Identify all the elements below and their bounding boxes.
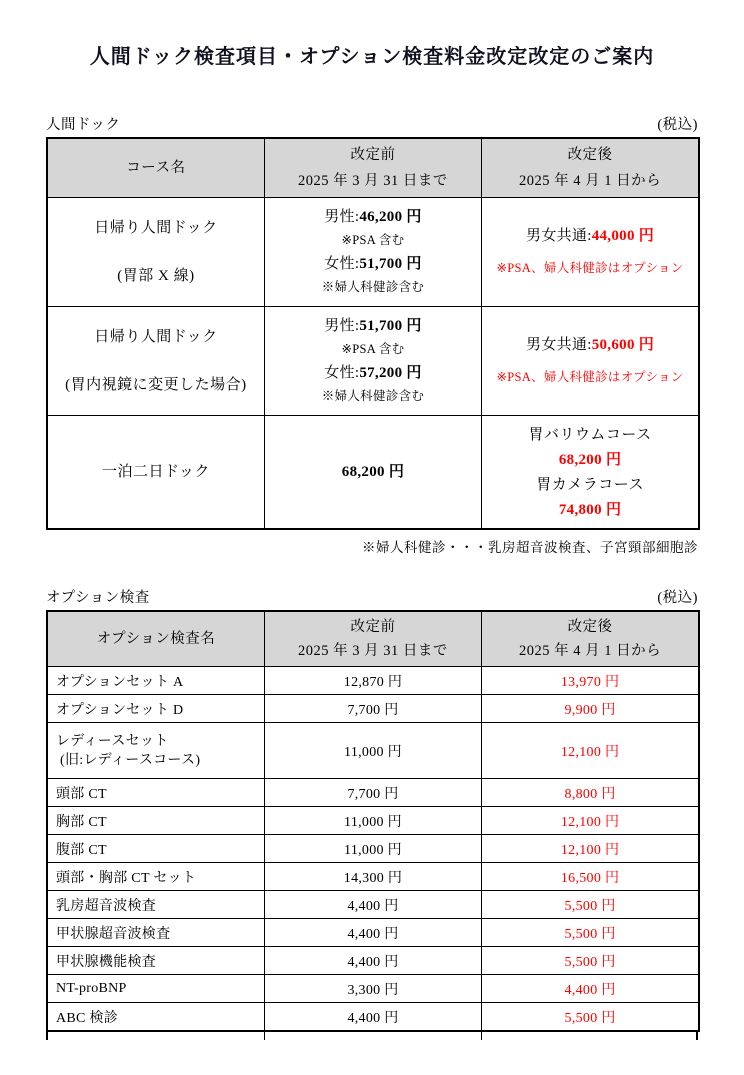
header-after-revision <box>482 138 699 198</box>
price-unisex: 男女共通:50,600 円 <box>526 337 655 353</box>
table-row-day-dock-xray <box>47 198 699 307</box>
page-title: 人間ドック検査項目・オプション検査料金改定改定のご案内 <box>89 46 655 68</box>
header-after-date: 2025 年 4 月 1 日から <box>519 643 662 659</box>
price-before-cell: 4,400 円 <box>264 947 481 975</box>
dock-price-table <box>46 137 700 530</box>
option-row-nt-probnp <box>47 975 699 1003</box>
header-before-date: 2025 年 3 月 31 日まで <box>298 173 448 189</box>
price-male: 男性:51,700 円 <box>324 318 422 334</box>
option-row-abc-screening <box>47 1003 699 1032</box>
header-option-name <box>47 611 264 667</box>
price-before-cell: 11,000 円 <box>264 723 481 779</box>
price-after-cell: 12,100 円 <box>482 835 699 863</box>
price-before-cell: 12,870 円 <box>264 667 481 695</box>
option-row-chest-ct <box>47 807 699 835</box>
option-name-cell: 腹部 CT <box>47 835 264 863</box>
option-note: ※PSA、婦人科健診はオプション <box>496 261 684 275</box>
section-bar-options <box>46 586 698 607</box>
option-row-head-ct <box>47 779 699 807</box>
header-after-revision <box>482 611 699 667</box>
price-after-cell: 13,970 円 <box>482 667 699 695</box>
course-cell <box>47 416 264 530</box>
option-table-header-row <box>47 611 699 667</box>
option-row-head-chest-ct-set <box>47 863 699 891</box>
price-unisex: 男女共通:44,000 円 <box>526 228 655 244</box>
price-female: 女性:57,200 円 <box>324 365 422 381</box>
option-name-cell: 甲状腺機能検査 <box>47 947 264 975</box>
psa-note: ※PSA 含む <box>341 233 405 247</box>
option-name-cell: 頭部 CT <box>47 779 264 807</box>
option-name-cell: NT-proBNP <box>47 975 264 1003</box>
barium-course-price: 68,200 円 <box>558 452 622 468</box>
price-after-cell <box>482 416 699 530</box>
price-after-cell: 12,100 円 <box>482 723 699 779</box>
course-subname: (胃内視鏡に変更した場合) <box>65 377 247 393</box>
table-row-overnight-dock <box>47 416 699 530</box>
option-row-thyroid-function <box>47 947 699 975</box>
option-note: ※PSA、婦人科健診はオプション <box>496 370 684 384</box>
price-male: 男性:46,200 円 <box>324 209 422 225</box>
option-row-ladies-set <box>47 723 699 779</box>
price-before-cell <box>264 198 481 307</box>
price-before: 68,200 円 <box>341 464 405 480</box>
price-after-cell: 4,400 円 <box>482 975 699 1003</box>
section-label-dock: 人間ドック <box>46 117 121 133</box>
header-after-title: 改定後 <box>567 147 613 163</box>
option-name-cell: オプションセット D <box>47 695 264 723</box>
header-course-name-label: コース名 <box>126 160 186 176</box>
table-row-day-dock-endoscope <box>47 307 699 416</box>
tax-included-note-2: (税込) <box>657 590 698 606</box>
price-after-cell: 5,500 円 <box>482 919 699 947</box>
gyn-note: ※婦人科健診含む <box>321 280 425 294</box>
price-after-cell: 5,500 円 <box>482 947 699 975</box>
price-before-cell: 14,300 円 <box>264 863 481 891</box>
price-after-cell: 16,500 円 <box>482 863 699 891</box>
section-bar-dock <box>46 113 698 134</box>
price-before-cell: 7,700 円 <box>264 779 481 807</box>
course-name: 日帰り人間ドック <box>94 329 218 345</box>
price-before-cell: 11,000 円 <box>264 807 481 835</box>
option-name-cell: ABC 検診 <box>47 1003 264 1032</box>
price-before-cell: 4,400 円 <box>264 919 481 947</box>
price-before-cell: 4,400 円 <box>264 1003 481 1032</box>
option-name-cell: オプションセット A <box>47 667 264 695</box>
price-before-cell: 4,400 円 <box>264 891 481 919</box>
price-after-cell <box>482 307 699 416</box>
dock-table-header-row <box>47 138 699 198</box>
gyn-note: ※婦人科健診含む <box>321 389 425 403</box>
option-row-abdomen-ct <box>47 835 699 863</box>
header-before-title: 改定前 <box>350 147 396 163</box>
gyn-definition-footnote: ※婦人科健診・・・乳房超音波検査、子宮頸部細胞診 <box>362 540 698 555</box>
camera-course-label: 胃カメラコース <box>536 477 644 493</box>
header-after-title: 改定後 <box>567 619 613 635</box>
option-name-line2: (旧:レディースコース) <box>60 752 201 768</box>
course-cell <box>47 307 264 416</box>
header-after-date: 2025 年 4 月 1 日から <box>519 173 662 189</box>
price-before-cell <box>264 416 481 530</box>
price-after-cell: 12,100 円 <box>482 807 699 835</box>
option-row-set-d <box>47 695 699 723</box>
option-name-cell: 乳房超音波検査 <box>47 891 264 919</box>
header-before-revision <box>264 611 481 667</box>
price-after-cell <box>482 198 699 307</box>
course-subname: (胃部 X 線) <box>117 268 195 284</box>
price-before-cell: 7,700 円 <box>264 695 481 723</box>
psa-note: ※PSA 含む <box>341 342 405 356</box>
course-name: 一泊二日ドック <box>101 464 210 480</box>
option-name-cell: 胸部 CT <box>47 807 264 835</box>
price-after-cell: 8,800 円 <box>482 779 699 807</box>
option-row-set-a <box>47 667 699 695</box>
header-course-name <box>47 138 264 198</box>
price-before-cell: 3,300 円 <box>264 975 481 1003</box>
option-name-cell: 甲状腺超音波検査 <box>47 919 264 947</box>
price-after-cell: 9,900 円 <box>482 695 699 723</box>
price-before-cell: 11,000 円 <box>264 835 481 863</box>
option-name-line1: レディースセット <box>56 733 169 749</box>
cutoff-row-stub <box>46 1032 698 1040</box>
header-before-title: 改定前 <box>350 619 396 635</box>
section-label-options: オプション検査 <box>46 590 150 606</box>
camera-course-price: 74,800 円 <box>558 502 622 518</box>
price-before-cell <box>264 307 481 416</box>
tax-included-note-1: (税込) <box>657 117 698 133</box>
option-name-cell: 頭部・胸部 CT セット <box>47 863 264 891</box>
option-row-breast-ultrasound <box>47 891 699 919</box>
barium-course-label: 胃バリウムコース <box>528 427 652 443</box>
price-after-cell: 5,500 円 <box>482 1003 699 1032</box>
option-name-cell <box>47 723 264 779</box>
header-option-name-label: オプション検査名 <box>96 631 216 647</box>
header-before-revision <box>264 138 481 198</box>
option-row-thyroid-ultrasound <box>47 919 699 947</box>
course-cell <box>47 198 264 307</box>
option-price-table <box>46 610 700 1032</box>
header-before-date: 2025 年 3 月 31 日まで <box>298 643 448 659</box>
price-female: 女性:51,700 円 <box>324 256 422 272</box>
price-after-cell: 5,500 円 <box>482 891 699 919</box>
course-name: 日帰り人間ドック <box>94 220 218 236</box>
